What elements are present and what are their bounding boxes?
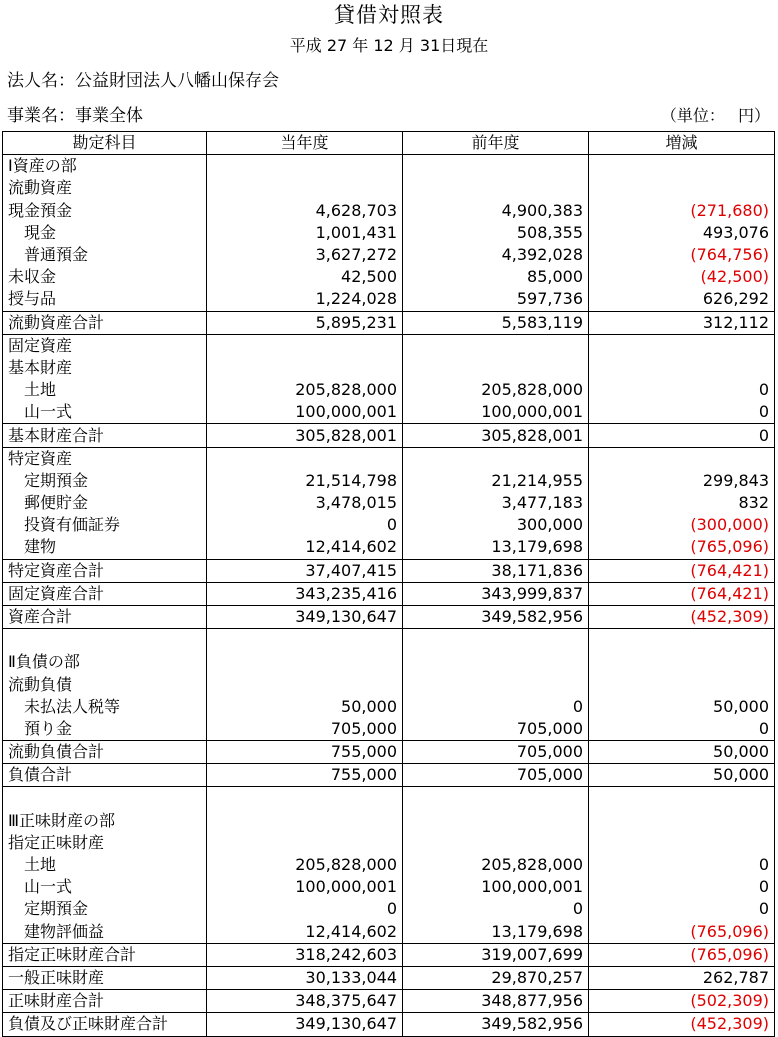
previous-year-cell: [403, 177, 589, 199]
current-year-cell: 205,828,000: [207, 379, 403, 401]
previous-year-cell: 319,007,699: [403, 943, 589, 966]
previous-year-cell: 29,870,257: [403, 966, 589, 989]
account-cell: [3, 629, 207, 652]
current-year-cell: 100,000,001: [207, 401, 403, 424]
previous-year-cell: [403, 155, 589, 178]
current-year-cell: 349,130,647: [207, 1013, 403, 1036]
current-year-cell: [207, 357, 403, 379]
current-year-cell: 37,407,415: [207, 559, 403, 582]
account-cell: 山一式: [3, 876, 207, 898]
previous-year-cell: [403, 629, 589, 652]
change-cell: [589, 629, 775, 652]
change-cell: 50,000: [589, 696, 775, 718]
previous-year-cell: 343,999,837: [403, 582, 589, 605]
current-year-cell: 343,235,416: [207, 582, 403, 605]
report-date: 平成 27 年 12 月 31日現在: [289, 36, 489, 55]
table-row: [3, 177, 775, 199]
previous-year-cell: 300,000: [403, 514, 589, 536]
change-cell: [589, 155, 775, 178]
previous-year-cell: 705,000: [403, 741, 589, 764]
unit-label: （単位： 円）: [660, 106, 770, 125]
current-year-cell: 3,627,272: [207, 244, 403, 266]
previous-year-cell: [403, 357, 589, 379]
balance-sheet-table: [2, 131, 775, 1037]
table-row: [3, 582, 775, 605]
current-year-cell: 42,500: [207, 266, 403, 288]
account-cell: 固定資産合計: [3, 582, 207, 605]
account-cell: 建物: [3, 536, 207, 559]
change-cell: (764,421): [589, 559, 775, 582]
account-cell: 資産合計: [3, 605, 207, 628]
current-year-cell: 5,895,231: [207, 311, 403, 334]
previous-year-cell: 4,392,028: [403, 244, 589, 266]
change-cell: (765,096): [589, 921, 775, 944]
table-row: [3, 200, 775, 222]
current-year-cell: [207, 810, 403, 832]
column-header-current-year: 当年度: [207, 132, 403, 155]
account-cell: 土地: [3, 854, 207, 876]
account-cell: 定期預金: [3, 898, 207, 920]
previous-year-cell: 0: [403, 898, 589, 920]
account-cell: 預り金: [3, 718, 207, 741]
account-cell: 指定正味財産: [3, 832, 207, 854]
column-header-account: 勘定科目: [3, 132, 207, 155]
change-cell: [589, 357, 775, 379]
table-row: [3, 288, 775, 311]
previous-year-cell: 13,179,698: [403, 536, 589, 559]
account-cell: Ⅱ負債の部: [3, 651, 207, 673]
account-cell: 基本財産合計: [3, 424, 207, 447]
table-row: [3, 810, 775, 832]
current-year-cell: 12,414,602: [207, 921, 403, 944]
change-cell: (765,096): [589, 943, 775, 966]
current-year-cell: [207, 832, 403, 854]
previous-year-cell: 85,000: [403, 266, 589, 288]
table-row: [3, 222, 775, 244]
table-row: [3, 244, 775, 266]
account-cell: 流動負債合計: [3, 741, 207, 764]
account-cell: 基本財産: [3, 357, 207, 379]
current-year-cell: 21,514,798: [207, 470, 403, 492]
current-year-cell: 4,628,703: [207, 200, 403, 222]
account-cell: 負債及び正味財産合計: [3, 1013, 207, 1036]
change-cell: [589, 810, 775, 832]
previous-year-cell: 21,214,955: [403, 470, 589, 492]
previous-year-cell: 5,583,119: [403, 311, 589, 334]
change-cell: 0: [589, 854, 775, 876]
current-year-cell: 205,828,000: [207, 854, 403, 876]
change-cell: [589, 334, 775, 357]
change-cell: (765,096): [589, 536, 775, 559]
previous-year-cell: 13,179,698: [403, 921, 589, 944]
account-cell: 特定資産: [3, 447, 207, 470]
change-cell: (271,680): [589, 200, 775, 222]
account-cell: 未収金: [3, 266, 207, 288]
current-year-cell: [207, 674, 403, 696]
previous-year-cell: 4,900,383: [403, 200, 589, 222]
account-cell: 流動資産: [3, 177, 207, 199]
column-header-previous-year: 前年度: [403, 132, 589, 155]
table-row: [3, 334, 775, 357]
account-cell: Ⅰ資産の部: [3, 155, 207, 178]
change-cell: [589, 651, 775, 673]
account-cell: [3, 787, 207, 810]
change-cell: 0: [589, 876, 775, 898]
table-row: [3, 990, 775, 1013]
previous-year-cell: 205,828,000: [403, 379, 589, 401]
table-row: [3, 492, 775, 514]
change-cell: (452,309): [589, 605, 775, 628]
account-cell: 普通預金: [3, 244, 207, 266]
current-year-cell: [207, 787, 403, 810]
current-year-cell: 305,828,001: [207, 424, 403, 447]
business-name: 事業名：事業全体: [7, 106, 143, 126]
table-row: [3, 311, 775, 334]
table-row: [3, 876, 775, 898]
change-cell: 0: [589, 379, 775, 401]
current-year-cell: 50,000: [207, 696, 403, 718]
corporation-name: 法人名：公益財団法人八幡山保存会: [7, 71, 279, 91]
account-cell: 現金預金: [3, 200, 207, 222]
current-year-cell: 1,001,431: [207, 222, 403, 244]
table-row: [3, 764, 775, 787]
previous-year-cell: [403, 651, 589, 673]
previous-year-cell: [403, 810, 589, 832]
current-year-cell: [207, 447, 403, 470]
change-cell: (764,756): [589, 244, 775, 266]
table-row: [3, 898, 775, 920]
previous-year-cell: [403, 787, 589, 810]
table-row: [3, 741, 775, 764]
change-cell: (452,309): [589, 1013, 775, 1036]
table-row: [3, 401, 775, 424]
previous-year-cell: 349,582,956: [403, 1013, 589, 1036]
current-year-cell: 318,242,603: [207, 943, 403, 966]
account-cell: 未払法人税等: [3, 696, 207, 718]
table-row: [3, 447, 775, 470]
current-year-cell: 755,000: [207, 741, 403, 764]
change-cell: [589, 674, 775, 696]
current-year-cell: 0: [207, 898, 403, 920]
change-cell: (764,421): [589, 582, 775, 605]
previous-year-cell: 508,355: [403, 222, 589, 244]
previous-year-cell: 348,877,956: [403, 990, 589, 1013]
table-row: [3, 966, 775, 989]
table-row: [3, 943, 775, 966]
previous-year-cell: [403, 832, 589, 854]
account-cell: Ⅲ正味財産の部: [3, 810, 207, 832]
account-cell: 郵便貯金: [3, 492, 207, 514]
change-cell: 50,000: [589, 764, 775, 787]
table-row: [3, 787, 775, 810]
previous-year-cell: 705,000: [403, 764, 589, 787]
table-row: [3, 536, 775, 559]
table-row: [3, 1013, 775, 1036]
change-cell: 493,076: [589, 222, 775, 244]
change-cell: (42,500): [589, 266, 775, 288]
account-cell: 授与品: [3, 288, 207, 311]
change-cell: (300,000): [589, 514, 775, 536]
table-row: [3, 718, 775, 741]
table-row: [3, 674, 775, 696]
current-year-cell: 348,375,647: [207, 990, 403, 1013]
change-cell: 299,843: [589, 470, 775, 492]
account-cell: 一般正味財産: [3, 966, 207, 989]
change-cell: 0: [589, 898, 775, 920]
change-cell: 312,112: [589, 311, 775, 334]
change-cell: 50,000: [589, 741, 775, 764]
column-header-change: 増減: [589, 132, 775, 155]
table-header-row: [3, 132, 775, 155]
current-year-cell: [207, 155, 403, 178]
change-cell: 262,787: [589, 966, 775, 989]
previous-year-cell: 305,828,001: [403, 424, 589, 447]
table-row: [3, 514, 775, 536]
change-cell: 832: [589, 492, 775, 514]
current-year-cell: 0: [207, 514, 403, 536]
account-cell: 山一式: [3, 401, 207, 424]
current-year-cell: 1,224,028: [207, 288, 403, 311]
change-cell: 0: [589, 401, 775, 424]
account-cell: 土地: [3, 379, 207, 401]
change-cell: [589, 832, 775, 854]
current-year-cell: [207, 651, 403, 673]
change-cell: [589, 787, 775, 810]
account-cell: 現金: [3, 222, 207, 244]
account-cell: 建物評価益: [3, 921, 207, 944]
previous-year-cell: [403, 334, 589, 357]
table-row: [3, 470, 775, 492]
current-year-cell: [207, 334, 403, 357]
previous-year-cell: 205,828,000: [403, 854, 589, 876]
table-row: [3, 651, 775, 673]
previous-year-cell: 349,582,956: [403, 605, 589, 628]
table-row: [3, 854, 775, 876]
table-row: [3, 696, 775, 718]
previous-year-cell: [403, 674, 589, 696]
table-row: [3, 379, 775, 401]
account-cell: 正味財産合計: [3, 990, 207, 1013]
account-cell: 負債合計: [3, 764, 207, 787]
table-row: [3, 155, 775, 178]
account-cell: 流動資産合計: [3, 311, 207, 334]
account-cell: 投資有価証券: [3, 514, 207, 536]
previous-year-cell: 38,171,836: [403, 559, 589, 582]
account-cell: 指定正味財産合計: [3, 943, 207, 966]
account-cell: 流動負債: [3, 674, 207, 696]
current-year-cell: 30,133,044: [207, 966, 403, 989]
change-cell: 0: [589, 424, 775, 447]
previous-year-cell: 3,477,183: [403, 492, 589, 514]
table-row: [3, 266, 775, 288]
current-year-cell: 349,130,647: [207, 605, 403, 628]
table-row: [3, 559, 775, 582]
change-cell: [589, 177, 775, 199]
current-year-cell: 705,000: [207, 718, 403, 741]
current-year-cell: [207, 177, 403, 199]
table-row: [3, 424, 775, 447]
table-row: [3, 357, 775, 379]
account-cell: 特定資産合計: [3, 559, 207, 582]
previous-year-cell: 0: [403, 696, 589, 718]
current-year-cell: 755,000: [207, 764, 403, 787]
change-cell: [589, 447, 775, 470]
change-cell: 626,292: [589, 288, 775, 311]
table-row: [3, 605, 775, 628]
previous-year-cell: 100,000,001: [403, 876, 589, 898]
table-row: [3, 921, 775, 944]
current-year-cell: 3,478,015: [207, 492, 403, 514]
previous-year-cell: 705,000: [403, 718, 589, 741]
document-title: 貸借対照表: [334, 3, 444, 27]
change-cell: (502,309): [589, 990, 775, 1013]
current-year-cell: [207, 629, 403, 652]
table-row: [3, 629, 775, 652]
previous-year-cell: 100,000,001: [403, 401, 589, 424]
current-year-cell: 100,000,001: [207, 876, 403, 898]
account-cell: 固定資産: [3, 334, 207, 357]
change-cell: 0: [589, 718, 775, 741]
previous-year-cell: 597,736: [403, 288, 589, 311]
current-year-cell: 12,414,602: [207, 536, 403, 559]
previous-year-cell: [403, 447, 589, 470]
table-row: [3, 832, 775, 854]
account-cell: 定期預金: [3, 470, 207, 492]
